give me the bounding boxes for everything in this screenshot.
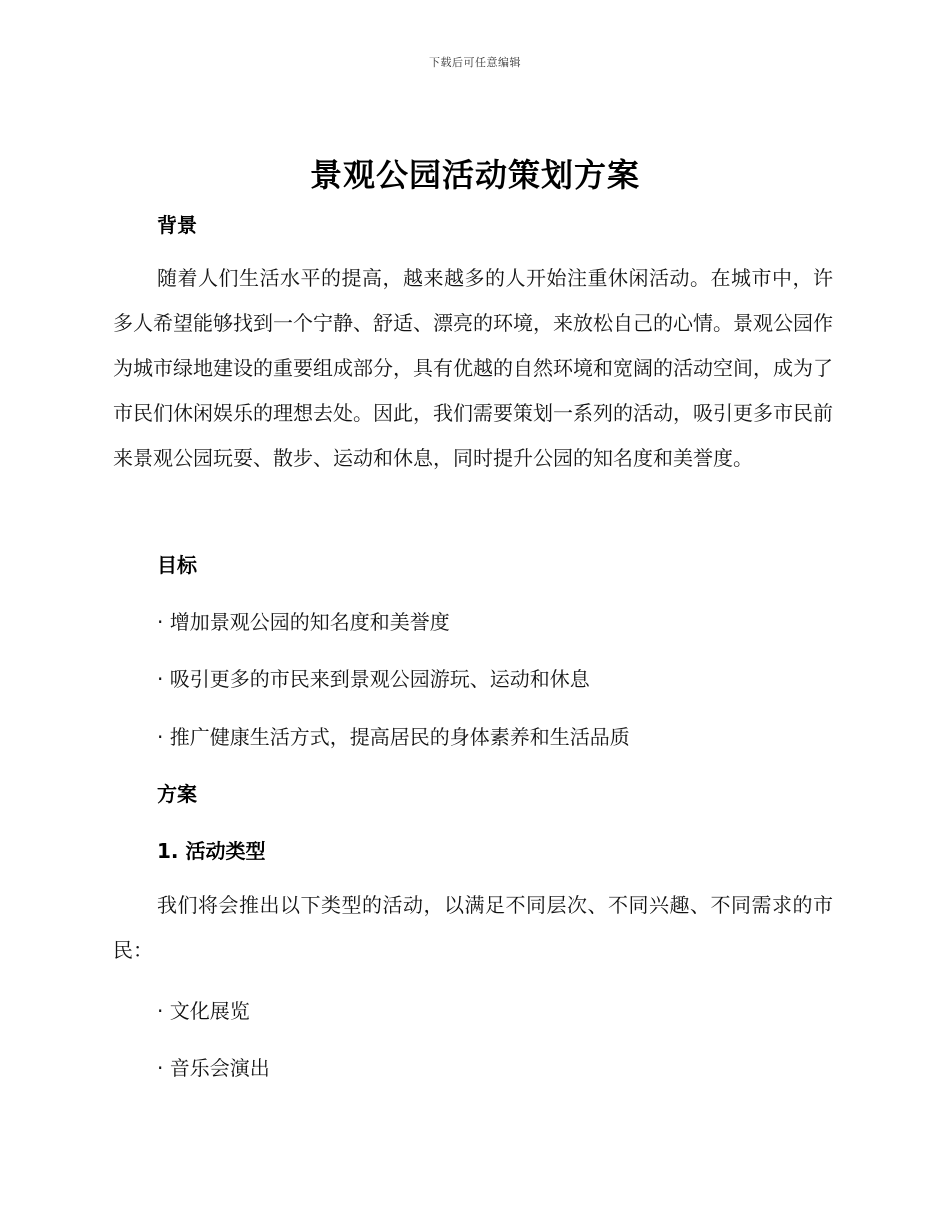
activity-item-1: · 文化展览	[157, 999, 250, 1023]
header-note: 下载后可任意编辑	[429, 56, 521, 69]
goal-item-2: · 吸引更多的市民来到景观公园游玩、运动和休息	[157, 667, 590, 691]
paragraph-activity-types: 我们将会推出以下类型的活动，以满足不同层次、不同兴趣、不同需求的市民：	[113, 893, 833, 962]
goal-item-1: · 增加景观公园的知名度和美誉度	[157, 610, 450, 634]
activity-item-2: · 音乐会演出	[157, 1056, 270, 1080]
heading-plan: 方案	[157, 782, 197, 806]
heading-goals: 目标	[157, 553, 197, 577]
paragraph-background: 随着人们生活水平的提高，越来越多的人开始注重休闲活动。在城市中，许多人希望能够找到一个宁静、舒适、漂亮的环境，来放松自己的心情。景观公园作为城市绿地建设的重要组成部分，具有优越的自然环境和宽阔的活动空间，成为了市民们休闲娱乐的理想去处。因此，我们需要策划一系列的活动，吸引更多市民前来景观公园玩耍、散步、运动和休息，同时提升公园的知名度和美誉度。	[113, 266, 833, 470]
heading-background: 背景	[157, 213, 197, 237]
subheading-activity-types: 1. 活动类型	[157, 839, 266, 863]
document-title: 景观公园活动策划方案	[309, 156, 640, 194]
goal-item-3: · 推广健康生活方式，提高居民的身体素养和生活品质	[157, 725, 630, 749]
